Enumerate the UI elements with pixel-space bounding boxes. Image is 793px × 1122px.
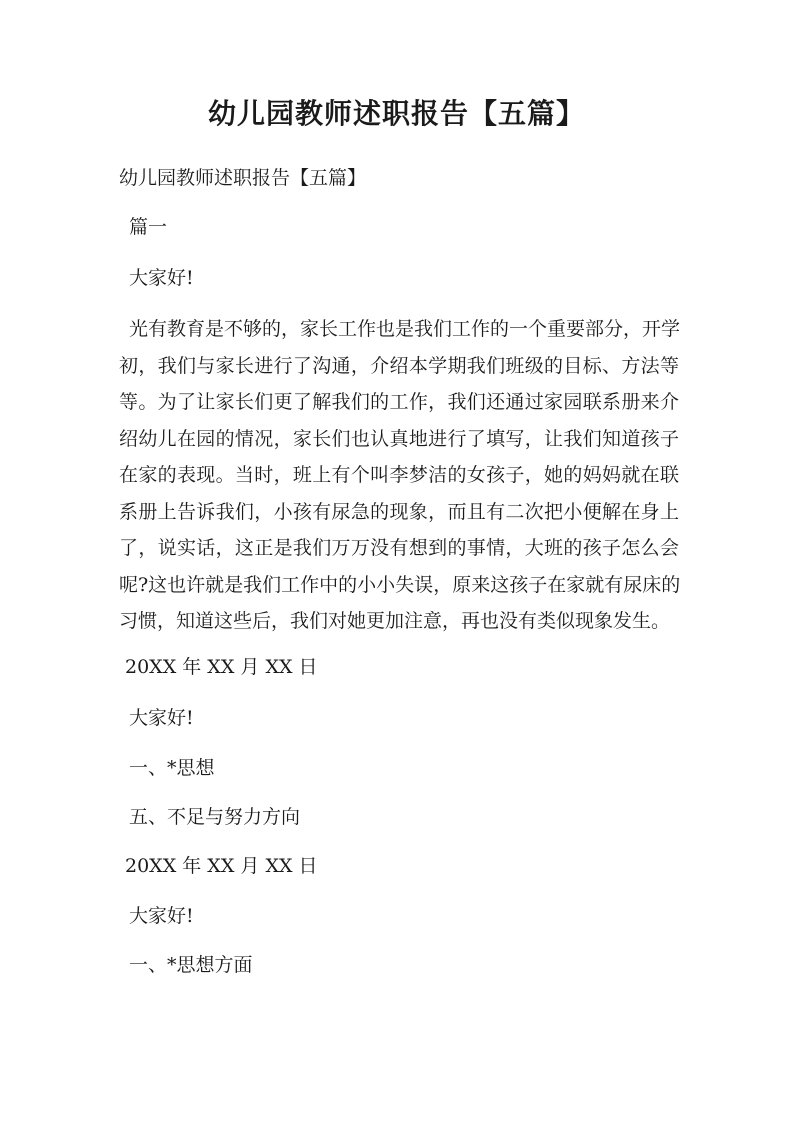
paragraph-line: 初，我们与家长进行了沟通，介绍本学期我们班级的目标、方法等 — [119, 354, 679, 377]
paragraph-line: 绍幼儿在园的情况，家长们也认真地进行了填写，让我们知道孩子 — [119, 427, 679, 450]
document-title: 幼儿园教师述职报告【五篇】 — [207, 97, 585, 130]
paragraph-line: 等。为了让家长们更了解我们的工作，我们还通过家园联系册来介 — [119, 391, 679, 413]
paragraph-line: 了，说实话，这正是我们万万没有想到的事情，大班的孩子怎么会 — [119, 537, 679, 559]
greeting: 大家好! — [129, 905, 194, 927]
list-item: 五、不足与努力方向 — [129, 806, 301, 828]
paragraph-line: 光有教育是不够的，家长工作也是我们工作的一个重要部分，开学 — [129, 318, 681, 340]
date-line: 20XX 年 XX 月 XX 日 — [125, 855, 318, 877]
paragraph-line: 在家的表现。当时，班上有个叫李梦洁的女孩子，她的妈妈就在联 — [119, 464, 679, 486]
list-item: 一、*思想方面 — [129, 954, 253, 976]
date-line: 20XX 年 XX 月 XX 日 — [125, 656, 318, 678]
body-paragraph — [119, 311, 679, 640]
paragraph-line: 习惯，知道这些后，我们对她更加注意，再也没有类似现象发生。 — [119, 610, 671, 632]
paragraph-line: 呢?这也许就是我们工作中的小小失误，原来这孩子在家就有尿床的 — [119, 573, 681, 596]
greeting: 大家好! — [129, 267, 194, 289]
document-subtitle: 幼儿园教师述职报告【五篇】 — [119, 167, 367, 189]
list-item: 一、*思想 — [129, 757, 215, 779]
greeting: 大家好! — [129, 707, 194, 729]
section-heading: 篇一 — [129, 216, 168, 238]
paragraph-line: 系册上告诉我们，小孩有尿急的现象，而且有二次把小便解在身上 — [119, 500, 679, 523]
